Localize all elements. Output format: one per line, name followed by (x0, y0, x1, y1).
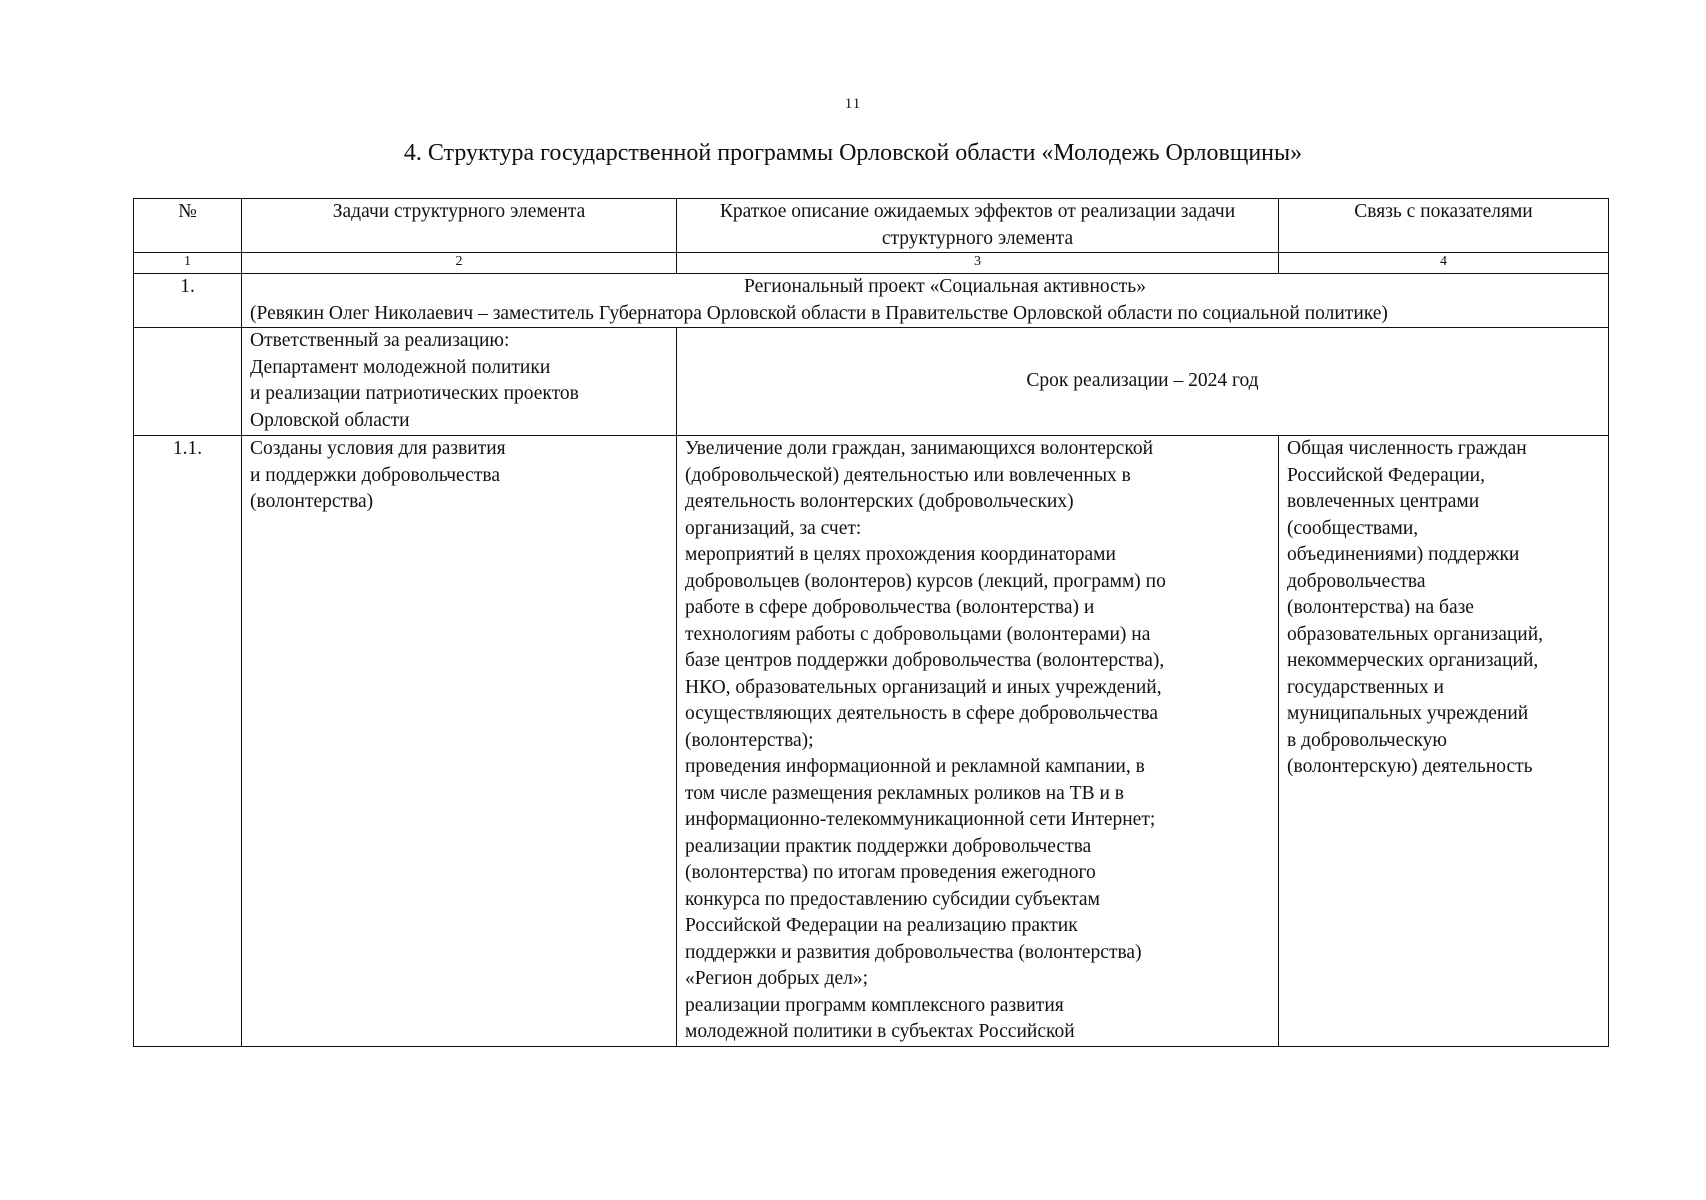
column-number: 3 (677, 253, 1279, 274)
header-indicators: Связь с показателями (1279, 199, 1609, 253)
header-effects: Краткое описание ожидаемых эффектов от реализации задачи структурного элемента (677, 199, 1279, 253)
responsible-department: Ответственный за реализацию: Департамент молодежной политики и реализации патриотических проектов Орловской области (242, 328, 677, 436)
empty-cell (134, 328, 242, 436)
page-title: 4. Структура государственной программы Орловской области «Молодежь Орловщины» (403, 140, 1303, 166)
section-index: 1. (134, 274, 242, 328)
table-row (134, 436, 1609, 1047)
table-header-row (134, 199, 1609, 253)
column-number: 4 (1279, 253, 1609, 274)
section-title: Региональный проект «Социальная активность» (744, 276, 1146, 297)
section-row (134, 274, 1609, 328)
column-number: 1 (134, 253, 242, 274)
header-tasks: Задачи структурного элемента (242, 199, 677, 253)
column-number: 2 (242, 253, 677, 274)
row-indicators: Общая численность граждан Российской Федерации, вовлеченных центрами (сообществами, объединениями) поддержки добровольчества (волонтерства) на базе образовательных организаций, некоммерческих организаций, государственных и муниципальных учреждений в добровольческую (волонтерскую) деятельность (1279, 436, 1609, 1047)
section-curator: (Ревякин Олег Николаевич – заместитель Губернатора Орловской области в Правительстве Орловской области по социальной политике) (250, 302, 1388, 324)
responsible-row (134, 328, 1609, 436)
column-number-row (134, 253, 1609, 274)
row-index: 1.1. (134, 436, 242, 1047)
section-cell (242, 274, 1609, 328)
implementation-deadline: Срок реализации – 2024 год (677, 328, 1609, 436)
row-effects: Увеличение доли граждан, занимающихся волонтерской (добровольческой) деятельностью или вовлеченных в деятельность волонтерских (добровольческих) организаций, за счет: мероприятий в целях прохождения координаторами добровольцев (волонтеров) курсов (лекций, программ) по работе в сфере добровольчества (волонтерства) и технологиям работы с добровольцами (волонтерами) на базе центров поддержки добровольчества (волонтерства), НКО, образовательных организаций и иных учреждений, осуществляющих деятельность в сфере добровольчества (волонтерства); проведения информационной и рекламной кампании, в том числе размещения рекламных роликов на ТВ и в информационно-телекоммуникационной сети Интернет; реализации практик поддержки добровольчества (волонтерства) по итогам проведения ежегодного конкурса по предоставлению субсидии субъектам Российской Федерации на реализацию практик поддержки и развития добровольчества (волонтерства) «Регион добрых дел»; реализации программ комплексного развития молодежной политики в субъектах Российской (677, 436, 1279, 1047)
row-task: Созданы условия для развития и поддержки добровольчества (волонтерства) (242, 436, 677, 1047)
page-number: 11 (844, 96, 862, 112)
program-structure-table (133, 198, 1609, 1047)
header-number: № (134, 199, 242, 253)
